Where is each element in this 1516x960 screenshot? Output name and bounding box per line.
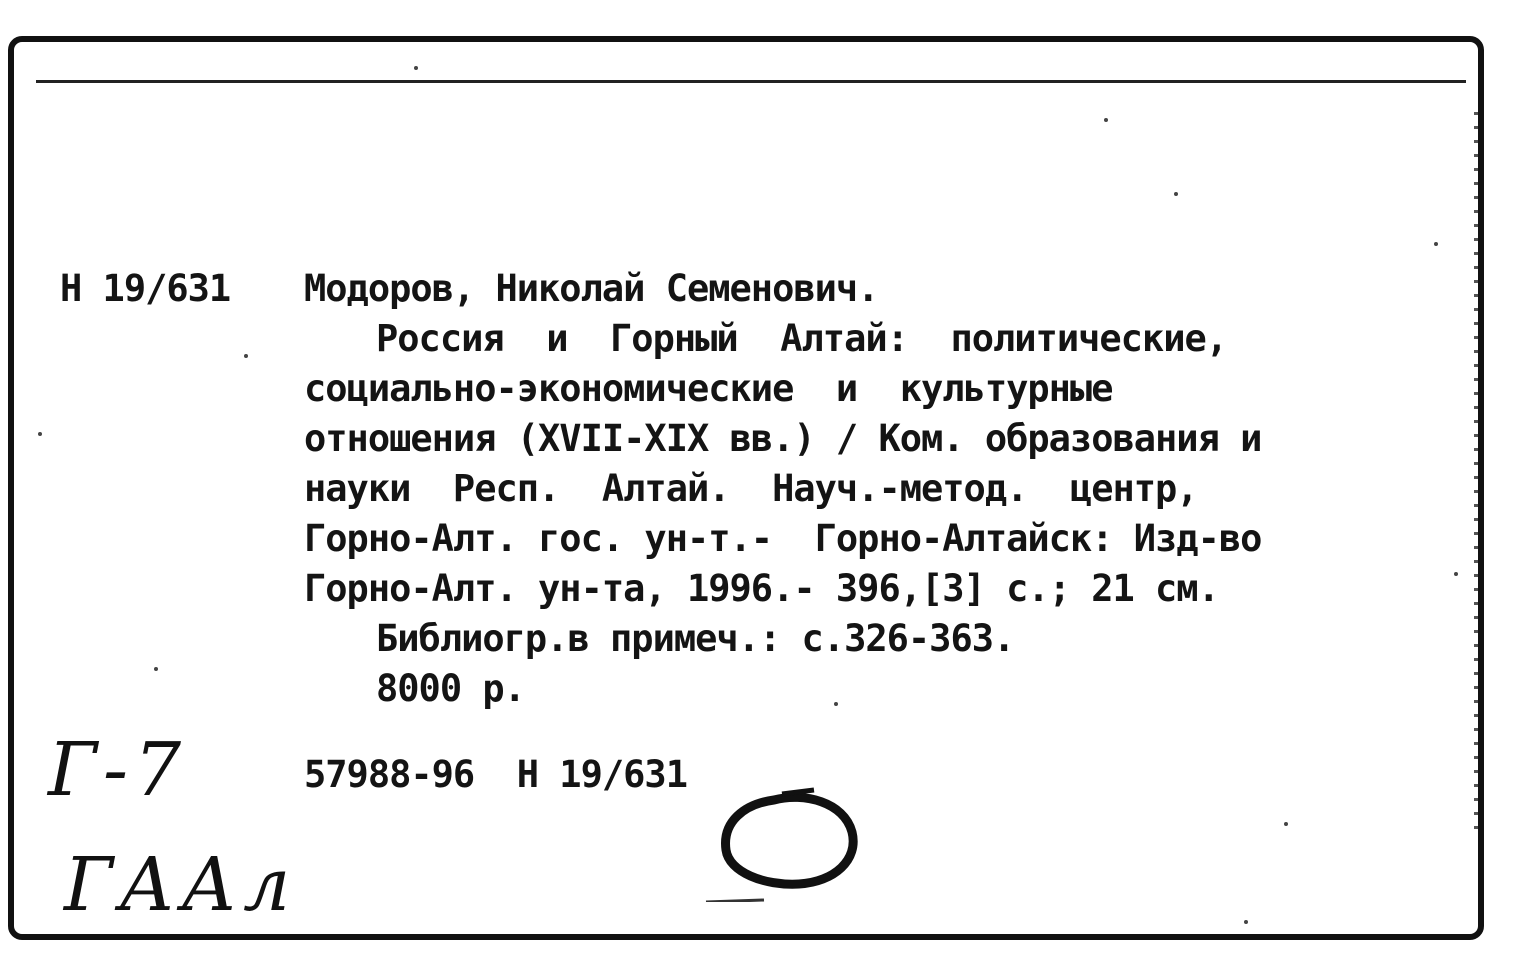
title-line-4: науки Респ. Алтай. Науч.-метод. центр, <box>304 467 1198 510</box>
speck <box>154 667 158 671</box>
author-heading: Модоров, Николай Семенович. <box>304 267 879 310</box>
speck <box>414 66 418 70</box>
speck <box>834 702 838 706</box>
speck <box>1284 822 1288 826</box>
speck <box>38 432 42 436</box>
price: 8000 р. <box>376 667 525 710</box>
title-line-3: отношения (XVII-XIX вв.) / Ком. образования и <box>304 417 1262 460</box>
handwritten-mark-1: Г-7 <box>48 727 188 813</box>
accession-number: 57988-96 Н 19/631 <box>304 753 687 796</box>
speck <box>1434 242 1438 246</box>
call-number: Н 19/631 <box>60 267 231 310</box>
title-line-1: Россия и Горный Алтай: политические, <box>376 317 1228 360</box>
speck <box>1104 118 1108 122</box>
catalog-card <box>8 36 1484 940</box>
speck <box>244 354 248 358</box>
speck <box>1454 572 1458 576</box>
handwritten-mark-2: ГААл <box>64 842 297 928</box>
edge-noise <box>1474 112 1480 832</box>
oval-stamp <box>704 772 864 902</box>
bibliography-note: Библиогр.в примеч.: с.326-363. <box>376 617 1015 660</box>
speck <box>1174 192 1178 196</box>
title-line-6: Горно-Алт. ун-та, 1996.- 396,[3] с.; 21 см. <box>304 567 1219 610</box>
title-line-2: социально-экономические и культурные <box>304 367 1113 410</box>
title-line-5: Горно-Алт. гос. ун-т.- Горно-Алтайск: Изд-во <box>304 517 1262 560</box>
top-rule <box>36 80 1466 83</box>
speck <box>1244 920 1248 924</box>
